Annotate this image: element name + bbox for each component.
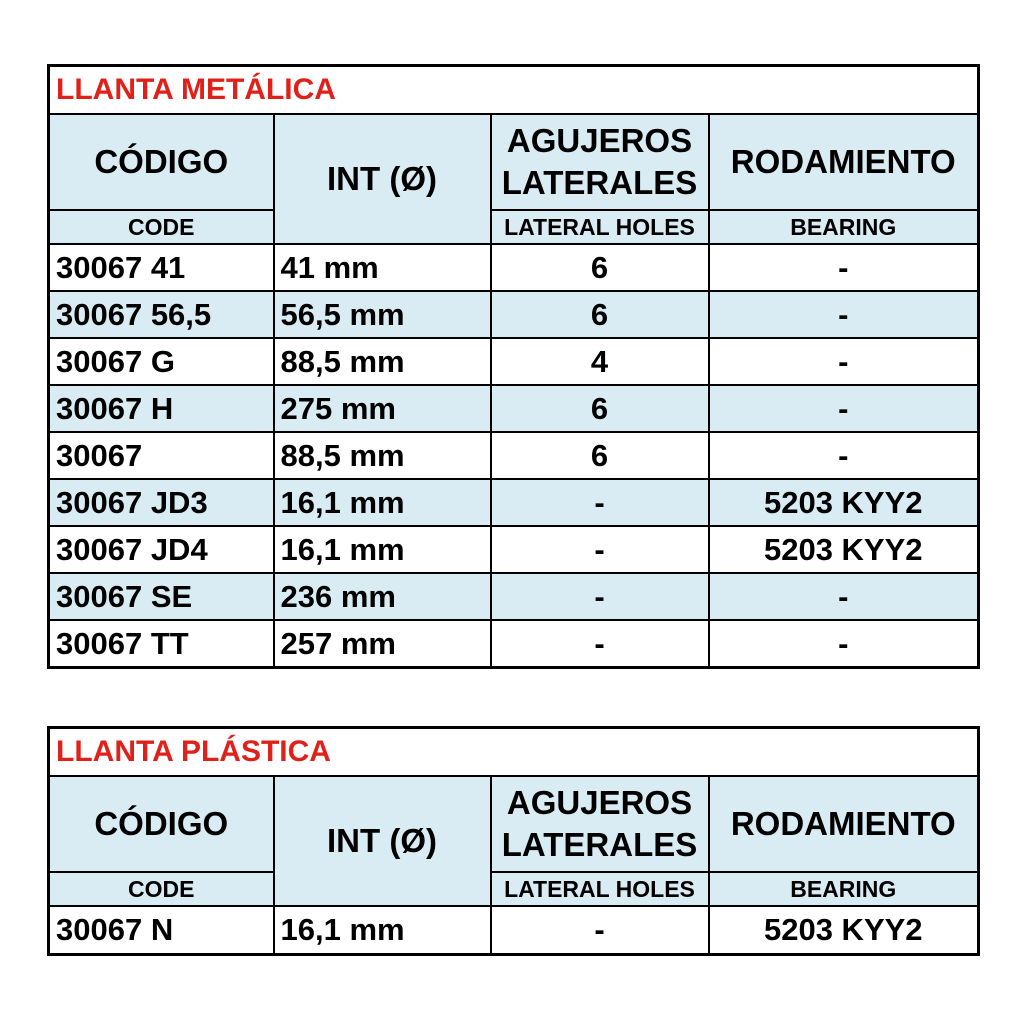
holes-cell: 6 (491, 385, 709, 432)
int-cell: 16,1 mm (274, 526, 491, 573)
header-holes-sub: LATERAL HOLES (491, 210, 709, 244)
code-cell: 30067 (49, 432, 274, 479)
holes-cell: - (491, 620, 709, 668)
int-cell: 41 mm (274, 244, 491, 291)
bearing-cell: - (709, 573, 979, 620)
bearing-cell: - (709, 620, 979, 668)
header-holes-line2: LATERALES (501, 826, 698, 863)
int-cell: 88,5 mm (274, 432, 491, 479)
bearing-cell: - (709, 244, 979, 291)
int-cell: 56,5 mm (274, 291, 491, 338)
holes-cell: - (491, 906, 709, 955)
code-cell: 30067 SE (49, 573, 274, 620)
plastic-table-title: LLANTA PLÁSTICA (49, 728, 979, 777)
header-bearing-sub: BEARING (709, 210, 979, 244)
table-row (49, 385, 979, 432)
table-row (49, 479, 979, 526)
header-holes-line1: AGUJEROS (506, 784, 693, 821)
header-bearing-sub: BEARING (709, 872, 979, 906)
int-cell: 275 mm (274, 385, 491, 432)
code-cell: 30067 H (49, 385, 274, 432)
header-int: INT (Ø) (274, 776, 491, 906)
metal-rim-table (47, 64, 980, 669)
table-row (49, 620, 979, 668)
header-int: INT (Ø) (274, 114, 491, 244)
holes-cell: - (491, 573, 709, 620)
holes-cell: 6 (491, 244, 709, 291)
code-cell: 30067 JD3 (49, 479, 274, 526)
code-cell: 30067 N (49, 906, 274, 955)
header-holes-line1: AGUJEROS (506, 122, 693, 159)
bearing-cell: 5203 KYY2 (709, 526, 979, 573)
int-cell: 236 mm (274, 573, 491, 620)
header-holes-sub: LATERAL HOLES (491, 872, 709, 906)
int-cell: 16,1 mm (274, 479, 491, 526)
int-cell: 257 mm (274, 620, 491, 668)
header-code-sub: CODE (49, 872, 274, 906)
table-row (49, 291, 979, 338)
header-holes (491, 114, 709, 210)
holes-cell: 4 (491, 338, 709, 385)
header-holes (491, 776, 709, 872)
header-code-sub: CODE (49, 210, 274, 244)
table-row (49, 906, 979, 955)
int-cell: 16,1 mm (274, 906, 491, 955)
holes-cell: - (491, 526, 709, 573)
table-row (49, 573, 979, 620)
header-holes-line2: LATERALES (501, 164, 698, 201)
bearing-cell: - (709, 291, 979, 338)
table-row (49, 338, 979, 385)
header-code: CÓDIGO (49, 776, 274, 872)
bearing-cell: - (709, 338, 979, 385)
header-bearing: RODAMIENTO (709, 114, 979, 210)
code-cell: 30067 TT (49, 620, 274, 668)
table-row (49, 432, 979, 479)
header-bearing: RODAMIENTO (709, 776, 979, 872)
code-cell: 30067 41 (49, 244, 274, 291)
metal-table-title: LLANTA METÁLICA (49, 66, 979, 115)
table-row (49, 526, 979, 573)
table-row (49, 244, 979, 291)
code-cell: 30067 G (49, 338, 274, 385)
bearing-cell: - (709, 385, 979, 432)
code-cell: 30067 JD4 (49, 526, 274, 573)
holes-cell: 6 (491, 291, 709, 338)
header-code: CÓDIGO (49, 114, 274, 210)
holes-cell: 6 (491, 432, 709, 479)
plastic-rim-table (47, 726, 980, 956)
holes-cell: - (491, 479, 709, 526)
code-cell: 30067 56,5 (49, 291, 274, 338)
bearing-cell: 5203 KYY2 (709, 906, 979, 955)
bearing-cell: - (709, 432, 979, 479)
int-cell: 88,5 mm (274, 338, 491, 385)
bearing-cell: 5203 KYY2 (709, 479, 979, 526)
